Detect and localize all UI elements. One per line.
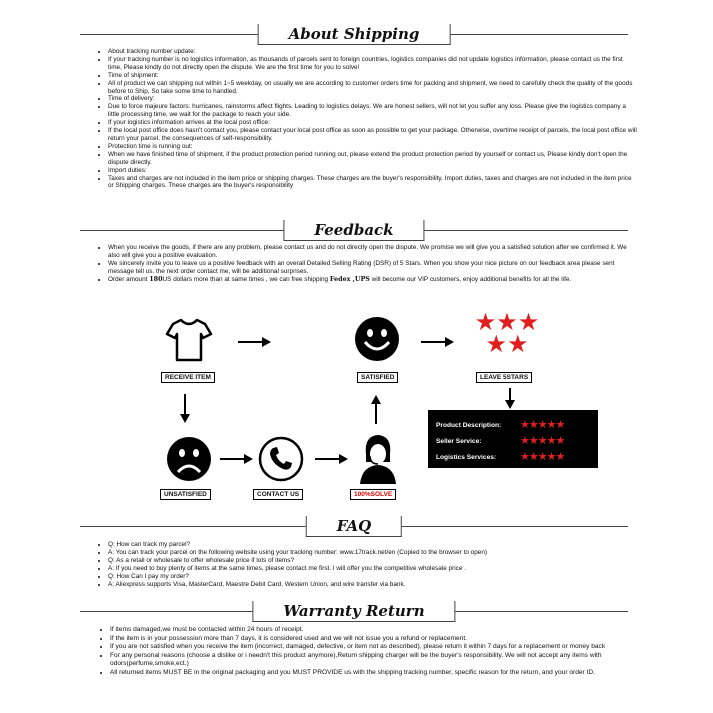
list-item: • We sincerely invite you to leave us a positive feedback with an overall Detailed Selling Rating (DSR) of 5 Stars. When you show your nice picture on our feedback area please sent message tell us, the next order contact me, will be additional surprises.: [108, 260, 638, 276]
arrow-right-icon: [220, 453, 254, 465]
satisfied-label: SATISFIED: [357, 372, 398, 383]
unsatisfied-label: UNSATISFIED: [160, 489, 211, 500]
faq-title: FAQ: [306, 516, 402, 537]
list-item: • A: If you need to buy plenty of items at the same times, please contact me first. I will offer you the competitive wholesale price .: [108, 565, 638, 573]
list-item: [108, 276, 638, 284]
list-item: • If your logistics information arrives at the local post office:: [108, 119, 638, 127]
arrow-up-icon: [370, 394, 382, 424]
tshirt-icon: [165, 316, 213, 364]
list-item: • Import duties:: [108, 167, 638, 175]
shipping-list: [90, 48, 638, 190]
list-item: • Due to force majeure factors: hurricanes, rainstorms affect flights. Leading to logistics delays. We are honest sellers, will not let you suffer any loss. Please give the logistics company a little processing time, we wait for the package to reach your side.: [108, 103, 638, 119]
rating-stars: ★★★★★: [520, 451, 565, 463]
rating-box: [428, 410, 598, 468]
list-item: • Q: How can track my parcel?: [108, 541, 638, 549]
arrow-right-icon: [238, 336, 272, 348]
shipping-section-header: [80, 24, 628, 46]
solve-label: 100%SOLVE: [350, 489, 396, 500]
leave-stars-label: LEAVE 5STARS: [476, 372, 532, 383]
arrow-right-icon: [421, 336, 455, 348]
list-item: • If items damaged,we must be contacted within 24 hours of receipt.: [110, 626, 640, 635]
warranty-title: Warranty Return: [252, 601, 455, 622]
arrow-down-icon: [504, 388, 516, 410]
faq-section-header: [80, 516, 628, 538]
order-text-segment: US dollars more than at same times , we can free shipping: [162, 275, 330, 283]
rating-row-label: Seller Service:: [436, 438, 482, 445]
five-stars-icon: ★★★ ★★: [474, 309, 540, 358]
support-agent-icon: [356, 432, 400, 484]
list-item: • When you receive the goods, if there are any problem, please contact us and do not directly open the dispute. We promise we will give you a satisfied solution after we confirmed it. We also will give you a positive evaluation.: [108, 244, 638, 260]
list-item: • Time of shipment:: [108, 72, 638, 80]
list-item: • Q: As a retail or wholesale to offer wholesale price if lots of items?: [108, 557, 638, 565]
rating-stars: ★★★★★: [520, 419, 565, 431]
phone-icon: [258, 436, 304, 482]
list-item: • Time of delivery:: [108, 95, 638, 103]
list-item: • All of product we can shipping out within 1~5 weekday, on usually we are according to customer orders time for packing and shipment, we need to carefully check the quality of the goods before to Ship, So take some time to handled.: [108, 80, 638, 96]
rating-stars: ★★★★★: [520, 435, 565, 447]
contact-us-label: CONTACT US: [253, 489, 303, 500]
sad-face-icon: [166, 436, 212, 482]
rating-row-label: Logistics Services:: [436, 454, 497, 461]
list-item: • If your tracking number is no logistics information, as thousands of parcels sent to foreign countries, logistics companies did not update logistics information, please contact us the first time, Please kindly do not directly open the dispute. We are the first time for you to solve!: [108, 56, 638, 72]
arrow-down-icon: [179, 394, 191, 424]
list-item: • All returned items MUST BE in the original packaging and you MUST PROVIDE us with the shipping tracking number, specific reason for the return, and your order ID.: [110, 669, 640, 678]
order-text-segment: 180: [149, 274, 163, 283]
list-item: • A: You can track your parcel on the following website using your tracking number: www.17track.net/en (Copied to the browser to open): [108, 549, 638, 557]
feedback-list: [90, 244, 638, 284]
list-item: • If the item is in your possession more than 7 days, it is considered used and we will not issue you a refund or replacement.: [110, 635, 640, 644]
feedback-title: Feedback: [283, 220, 424, 241]
arrow-right-icon: [315, 453, 349, 465]
shipping-title: About Shipping: [258, 24, 451, 45]
receive-item-label: RECEIVE ITEM: [161, 372, 215, 383]
list-item: • If the local post office does hasn't contact you, please contact your local post office as soon as possible to get your package. Otherwise, overtime receipt of parcels, the local post office will return your parcel, the consequences of self-responsibility.: [108, 127, 638, 143]
rating-row-label: Product Description:: [436, 422, 502, 429]
order-text-segment: Order amount: [108, 275, 150, 283]
list-item: • For any personal reasons (choose a dislike or i needn't this product anymore),Return shipping charger will be the buyer's responsibility. We will not accept any items with odors(perfume,smoke,ect.): [110, 652, 640, 669]
list-item: • A: Aliexpress supports Visa, MasterCard, Maestre Debit Card, Western Union, and wire transfer via bank.: [108, 581, 638, 589]
list-item: • Q: How Can I pay my order?: [108, 573, 638, 581]
warranty-section-header: [80, 601, 628, 623]
list-item: • Taxes and charges are not included in the item price or shipping charges. These charges are the buyer's responsibility. Import duties, taxes and charges are not included in the item price or Shipping charges. These charges are the buyer's responsibility: [108, 175, 638, 191]
happy-face-icon: [354, 316, 400, 362]
list-item: • About tracking number update:: [108, 48, 638, 56]
list-item: • If you are not satisfied when you receive the item (incorrect, damaged, defective, or item not as described), please return it within 7 days for a replacement or money back: [110, 643, 640, 652]
feedback-section-header: [80, 220, 628, 242]
order-text-segment: will become our VIP customers, enjoy additional benefits for all the life.: [369, 275, 572, 283]
order-text-segment: Fedex ,UPS: [329, 274, 370, 283]
list-item: • Protection time is running out:: [108, 143, 638, 151]
faq-list: [90, 541, 638, 588]
list-item: • When we have finished time of shipment, if the product protection period running out, please extend the product protection period by yourself or contact us, Please kindly don't open the dispute directly.: [108, 151, 638, 167]
warranty-list: [92, 626, 640, 678]
